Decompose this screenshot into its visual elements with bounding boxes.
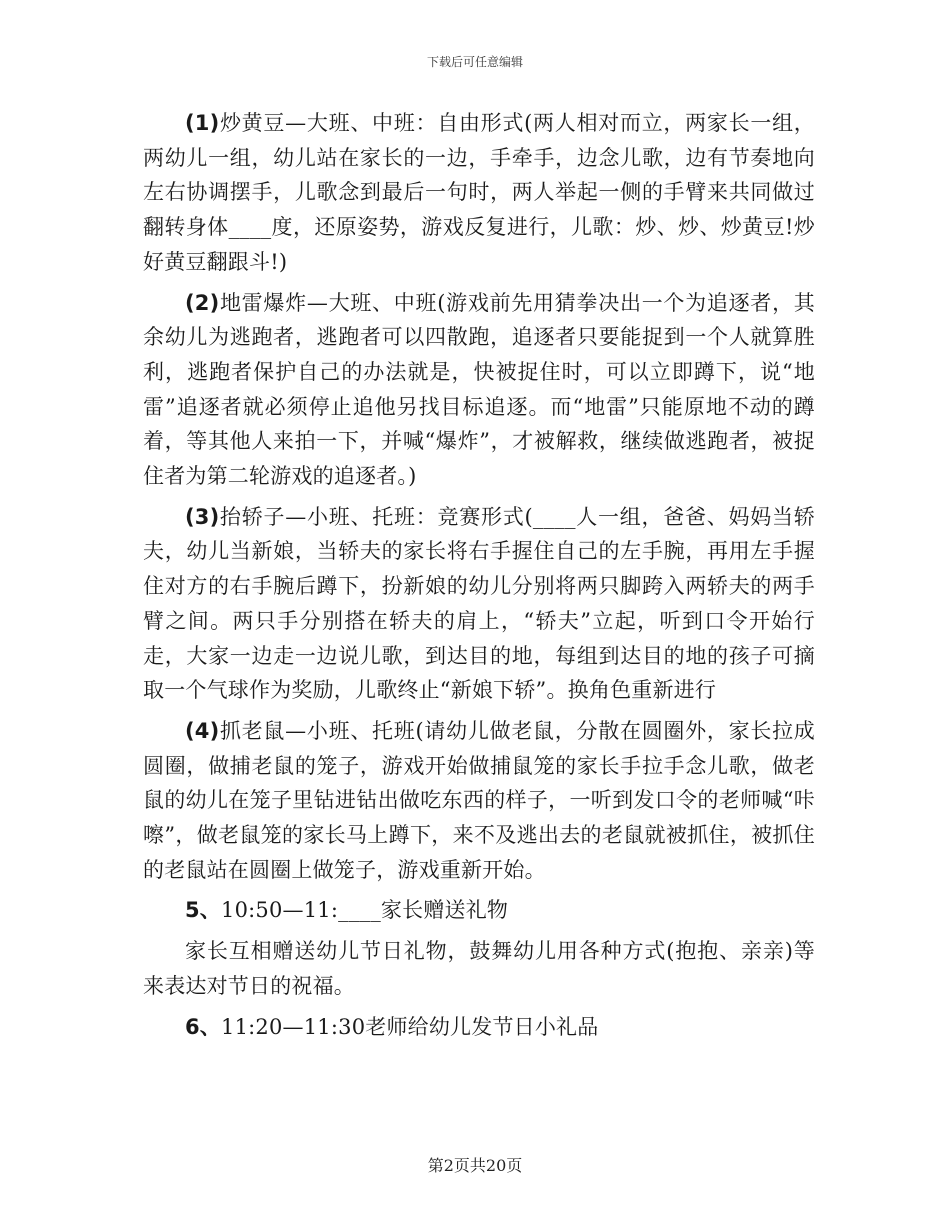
paragraph-game-2 <box>143 286 815 494</box>
section-heading-5 <box>143 893 815 928</box>
paragraph-gifts <box>143 934 815 1003</box>
paragraph-number: (3) <box>185 504 220 529</box>
paragraph-number: (1) <box>185 111 220 135</box>
paragraph-game-1 <box>143 106 815 280</box>
paragraph-game-3 <box>143 500 815 708</box>
section-number: 5、 <box>185 898 222 923</box>
section-heading-text: 10:50—11:____家长赠送礼物 <box>221 898 509 923</box>
paragraph-text: 炒黄豆—大班、中班：自由形式(两人相对而立，两家长一组，两幼儿一组，幼儿站在家长的一边，手牵手，边念儿歌，边有节奏地向左右协调摆手，儿歌念到最后一句时，两人举起一侧的手臂来共同做过翻转身体____度，还原姿势，游戏反复进行，儿歌：炒、炒、炒黄豆!炒好黄豆翻跟斗!) <box>143 111 815 274</box>
paragraph-text: 抓老鼠—小班、托班(请幼儿做老鼠，分散在圆圈外，家长拉成圆圈，做捕老鼠的笼子，游戏开始做捕鼠笼的家长手拉手念儿歌，做老鼠的幼儿在笼子里钻进钻出做吃东西的样子，一听到发口令的老师喊“咔嚓”，做老鼠笼的家长马上蹲下，来不及逃出去的老鼠就被抓住，被抓住的老鼠站在圆圈上做笼子，游戏重新开始。 <box>143 718 815 882</box>
paragraph-text: 家长互相赠送幼儿节日礼物，鼓舞幼儿用各种方式(抱抱、亲亲)等来表达对节日的祝福。 <box>143 939 815 998</box>
section-number: 6、 <box>185 1014 222 1039</box>
section-heading-6 <box>143 1010 815 1045</box>
section-heading-text: 11:20—11:30老师给幼儿发节日小礼品 <box>221 1014 599 1039</box>
paragraph-number: (2) <box>185 290 220 315</box>
document-body <box>143 106 815 1050</box>
paragraph-text: 抬轿子—小班、托班：竞赛形式(____人一组，爸爸、妈妈当轿夫，幼儿当新娘，当轿夫的家长将右手握住自己的左手腕，再用左手握住对方的右手腕后蹲下，扮新娘的幼儿分别将两只脚跨入两轿夫的两手臂之间。两只手分别搭在轿夫的肩上，“轿夫”立起，听到口令开始行走，大家一边走一边说儿歌，到达目的地，每组到达目的地的孩子可摘取一个气球作为奖励，儿歌终止“新娘下轿”。换角色重新进行 <box>143 504 815 703</box>
page-header: 下载后可任意编辑 <box>426 55 523 69</box>
paragraph-number: (4) <box>185 718 220 743</box>
page-footer: 第2页共20页 <box>427 1156 523 1175</box>
paragraph-text: 地雷爆炸—大班、中班(游戏前先用猜拳决出一个为追逐者，其余幼儿为逃跑者，逃跑者可以四散跑，追逐者只要能捉到一个人就算胜利，逃跑者保护自己的办法就是，快被捉住时，可以立即蹲下，说“地雷”追逐者就必须停止追他另找目标追逐。而“地雷”只能原地不动的蹲着，等其他人来拍一下，并喊“爆炸”，才被解救，继续做逃跑者，被捉住者为第二轮游戏的追逐者。) <box>143 290 815 489</box>
paragraph-game-4 <box>143 714 815 888</box>
